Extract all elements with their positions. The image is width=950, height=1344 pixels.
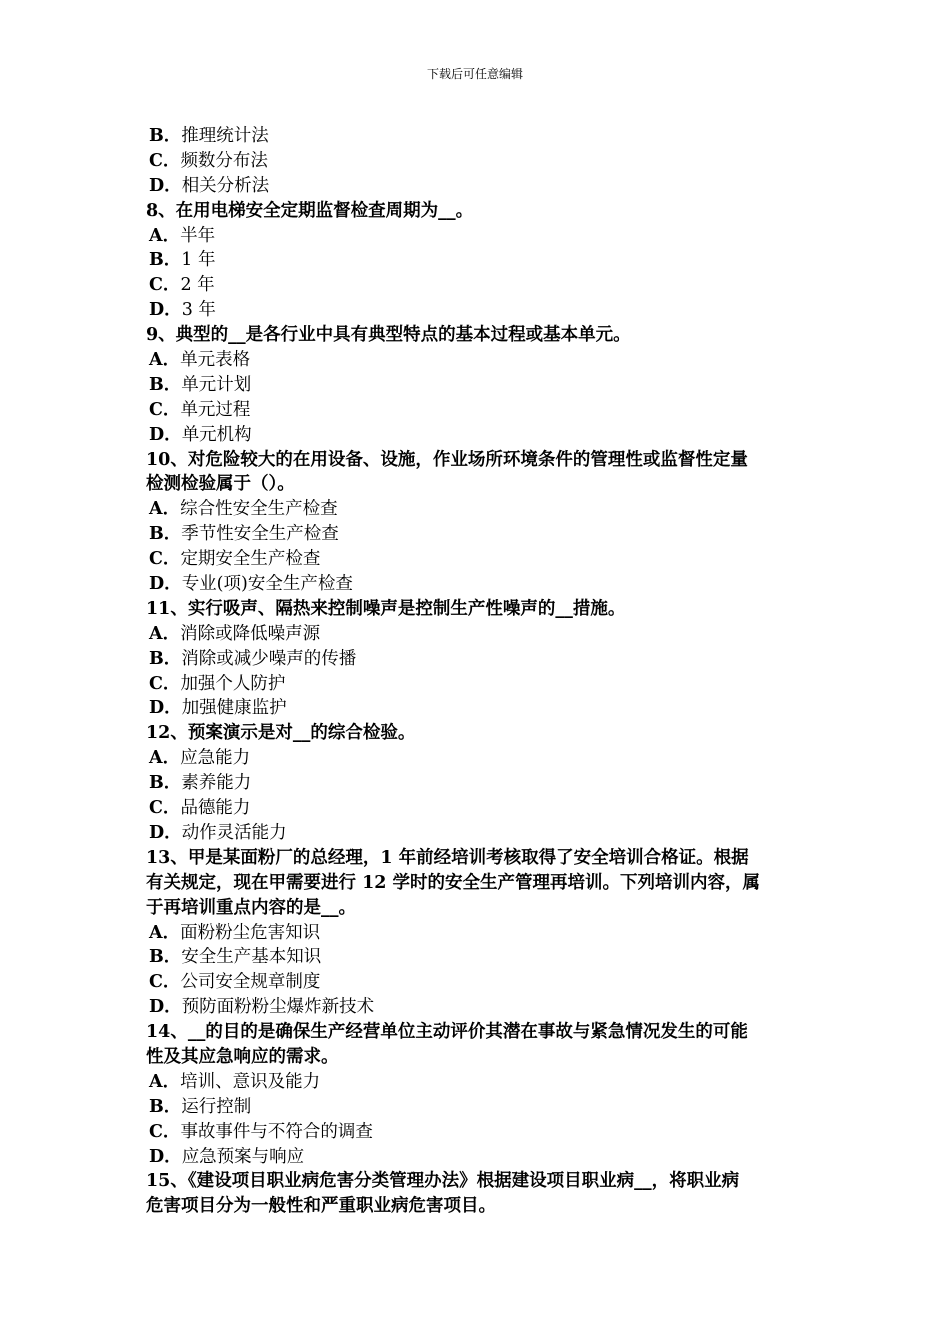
question-list — [146, 124, 810, 1219]
option-letter: C． — [149, 399, 181, 420]
answer-option — [146, 522, 810, 547]
answer-option — [146, 1145, 810, 1170]
option-letter: C． — [149, 972, 181, 993]
answer-option — [146, 423, 810, 448]
option-text: 素养能力 — [181, 773, 252, 794]
option-text: 单元计划 — [181, 374, 252, 395]
answer-option — [146, 1095, 810, 1120]
answer-option — [146, 746, 810, 771]
answer-option — [146, 696, 810, 721]
question-text: 13、甲是某面粉厂的总经理，1 年前经培训考核取得了安全培训合格证。根据 — [146, 847, 749, 868]
option-text: 消除或减少噪声的传播 — [181, 648, 357, 669]
option-text: 面粉粉尘危害知识 — [180, 922, 321, 943]
answer-option — [146, 348, 810, 373]
answer-option — [146, 373, 810, 398]
option-text: 单元表格 — [180, 350, 251, 371]
option-letter: B． — [149, 126, 182, 146]
option-text: 培训、意识及能力 — [180, 1071, 321, 1092]
option-letter: D． — [149, 997, 182, 1018]
option-text: 公司安全规章制度 — [180, 972, 321, 993]
answer-option — [146, 298, 810, 323]
option-text: 加强个人防护 — [180, 673, 286, 694]
option-text: 相关分析法 — [181, 175, 270, 196]
option-letter: A． — [149, 623, 181, 644]
option-letter: A． — [149, 922, 181, 943]
answer-option — [146, 945, 810, 970]
option-letter: A． — [149, 225, 181, 246]
option-letter: B． — [149, 374, 182, 395]
option-letter: B． — [149, 947, 182, 968]
answer-option — [146, 248, 810, 273]
answer-option — [146, 497, 810, 522]
question-text: 性及其应急响应的需求。 — [146, 1046, 339, 1067]
option-text: 单元过程 — [180, 399, 251, 420]
question-text: 危害项目分为一般性和严重职业病危害项目。 — [146, 1196, 496, 1217]
option-letter: B． — [149, 524, 182, 545]
answer-option — [146, 547, 810, 572]
question-text: 检测检验属于（）。 — [146, 474, 295, 495]
option-letter: B． — [149, 773, 182, 794]
option-text: 频数分布法 — [180, 150, 268, 171]
answer-option — [146, 995, 810, 1020]
option-letter: C． — [149, 1121, 181, 1142]
option-letter: A． — [149, 499, 181, 520]
option-letter: B． — [149, 250, 182, 271]
option-letter: A． — [149, 1071, 181, 1092]
answer-option — [146, 672, 810, 697]
option-text: 预防面粉粉尘爆炸新技术 — [181, 997, 375, 1018]
question-text: 11、实行吸声、隔热来控制噪声是控制生产性噪声的__措施。 — [146, 598, 626, 619]
option-letter: C． — [149, 549, 181, 570]
option-text: 3 年 — [181, 300, 216, 321]
option-letter: D． — [149, 574, 182, 595]
question-text: 有关规定，现在甲需要进行 12 学时的安全生产管理再培训。下列培训内容，属 — [146, 872, 761, 893]
question-text: 15、《建设项目职业病危害分类管理办法》根据建设项目职业病__，将职业病 — [146, 1171, 740, 1192]
option-letter: B． — [149, 1096, 182, 1117]
answer-option — [146, 796, 810, 821]
option-letter: D． — [149, 175, 182, 196]
option-text: 动作灵活能力 — [181, 822, 287, 843]
option-letter: D． — [149, 424, 182, 445]
option-text: 1 年 — [181, 250, 216, 271]
option-text: 应急预案与响应 — [181, 1146, 305, 1167]
option-letter: A． — [149, 350, 181, 371]
answer-option — [146, 970, 810, 995]
option-text: 品德能力 — [180, 798, 251, 819]
option-text: 消除或降低噪声源 — [180, 623, 321, 644]
answer-option — [146, 124, 810, 149]
answer-option — [146, 1070, 810, 1095]
option-text: 专业(项)安全生产检查 — [181, 574, 353, 595]
option-text: 单元机构 — [181, 424, 252, 445]
option-text: 加强健康监护 — [181, 698, 287, 719]
option-letter: D． — [149, 698, 182, 719]
page-header: 下载后可任意编辑 — [426, 67, 523, 81]
option-text: 半年 — [180, 225, 216, 246]
option-text: 推理统计法 — [181, 126, 269, 146]
question-text: 12、预案演示是对__的综合检验。 — [146, 723, 416, 744]
question-text: 于再培训重点内容的是__。 — [146, 897, 356, 918]
option-text: 季节性安全生产检查 — [181, 524, 339, 545]
answer-option — [146, 174, 810, 199]
option-letter: D． — [149, 1146, 182, 1167]
option-text: 安全生产基本知识 — [181, 947, 322, 968]
answer-option — [146, 821, 810, 846]
answer-option — [146, 771, 810, 796]
option-letter: D． — [149, 300, 182, 321]
answer-option — [146, 273, 810, 298]
option-letter: C． — [149, 275, 181, 296]
option-text: 定期安全生产检查 — [180, 549, 321, 570]
answer-option — [146, 622, 810, 647]
question-text: 10、对危险较大的在用设备、设施，作业场所环境条件的管理性或监督性定量 — [146, 449, 748, 470]
answer-option — [146, 1120, 810, 1145]
option-letter: C． — [149, 798, 181, 819]
option-letter: B． — [149, 648, 182, 669]
option-letter: D． — [149, 822, 182, 843]
answer-option — [146, 572, 810, 597]
option-text: 运行控制 — [181, 1096, 252, 1117]
answer-option — [146, 921, 810, 946]
option-text: 综合性安全生产检查 — [180, 499, 338, 520]
answer-option — [146, 149, 810, 174]
option-letter: A． — [149, 748, 181, 769]
option-text: 2 年 — [180, 275, 215, 296]
answer-option — [146, 398, 810, 423]
option-text: 应急能力 — [180, 748, 251, 769]
option-letter: C． — [149, 150, 181, 171]
option-text: 事故事件与不符合的调查 — [180, 1121, 373, 1142]
option-letter: C． — [149, 673, 181, 694]
question-text: 8、在用电梯安全定期监督检查周期为__。 — [146, 200, 474, 221]
question-text: 9、典型的__是各行业中具有典型特点的基本过程或基本单元。 — [146, 325, 631, 346]
answer-option — [146, 224, 810, 249]
answer-option — [146, 647, 810, 672]
question-text: 14、__的目的是确保生产经营单位主动评价其潜在事故与紧急情况发生的可能 — [146, 1022, 748, 1043]
